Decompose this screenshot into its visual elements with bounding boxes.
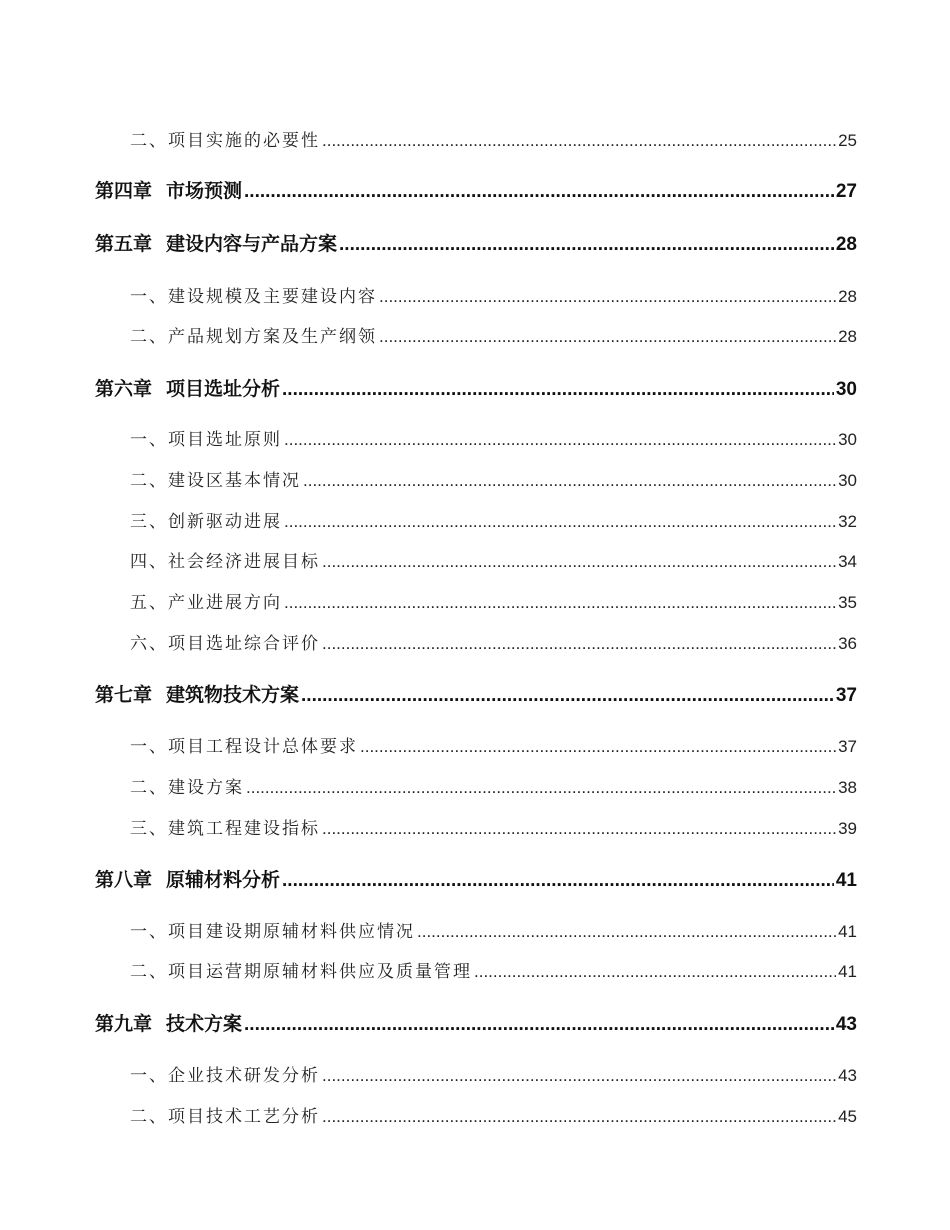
toc-entry-number: 三、 [130,819,168,839]
toc-dot-leader [244,1014,834,1036]
toc-entry-number: 二、 [130,1107,168,1127]
toc-page-number: 25 [838,131,857,150]
toc-section-entry[interactable] [130,629,857,654]
toc-entry-number: 一、 [130,1066,168,1086]
toc-entry-title: 项目选址原则 [168,430,282,450]
toc-dot-leader [246,778,836,798]
toc-page-number: 30 [835,379,857,400]
toc-section-entry[interactable] [130,507,857,532]
toc-entry-title: 建设规模及主要建设内容 [168,287,377,307]
toc-page-number: 43 [835,1014,857,1035]
toc-entry-title: 市场预测 [166,180,243,202]
toc-dot-leader [379,287,836,307]
toc-entry-title: 项目选址综合评价 [168,634,320,654]
toc-dot-leader [339,234,834,256]
toc-page-number: 43 [838,1066,857,1085]
toc-dot-leader [282,870,834,892]
toc-entry-title: 项目建设期原辅材料供应情况 [168,922,415,942]
toc-page-number: 45 [838,1107,857,1126]
toc-entry-title: 项目选址分析 [166,378,281,400]
toc-entry-number: 一、 [130,737,168,757]
toc-entry-title: 建筑物技术方案 [166,684,300,706]
toc-chapter-entry[interactable] [95,1009,857,1036]
toc-entry-number: 二、 [130,327,168,347]
toc-dot-leader [322,1066,836,1086]
toc-entry-number: 第六章 [95,378,153,400]
toc-chapter-entry[interactable] [95,865,857,892]
toc-entry-number: 第七章 [95,684,153,706]
toc-dot-leader [379,327,836,347]
toc-section-entry[interactable] [130,322,857,347]
toc-entry-title: 企业技术研发分析 [168,1066,320,1086]
toc-entry-number: 一、 [130,430,168,450]
toc-dot-leader [284,430,836,450]
toc-entry-number: 三、 [130,512,168,532]
toc-dot-leader [322,1107,836,1127]
toc-entry-number: 六、 [130,634,168,654]
toc-page-number: 28 [838,327,857,346]
toc-page-number: 37 [838,737,857,756]
toc-page-number: 41 [838,922,857,941]
toc-dot-leader [244,181,834,203]
toc-entry-title: 项目实施的必要性 [168,131,320,151]
toc-dot-leader [322,819,836,839]
toc-section-entry[interactable] [130,917,857,942]
toc-page-number: 36 [838,634,857,653]
toc-entry-number: 二、 [130,962,168,982]
toc-entry-number: 第八章 [95,869,153,891]
toc-dot-leader [322,131,836,151]
toc-entry-number: 二、 [130,778,168,798]
toc-entry-number: 二、 [130,471,168,491]
toc-page-number: 34 [838,552,857,571]
toc-entry-title: 建设方案 [168,778,244,798]
toc-section-entry[interactable] [130,1061,857,1086]
toc-page-number: 38 [838,778,857,797]
toc-entry-title: 创新驱动进展 [168,512,282,532]
toc-dot-leader [301,685,834,707]
toc-entry-number: 二、 [130,131,168,151]
toc-page-number: 41 [838,962,857,981]
toc-section-entry[interactable] [130,773,857,798]
toc-section-entry[interactable] [130,1102,857,1127]
toc-dot-leader [322,552,836,572]
toc-page-number: 27 [835,181,857,202]
toc-entry-title: 原辅材料分析 [166,869,281,891]
toc-dot-leader [303,471,836,491]
toc-section-entry[interactable] [130,547,857,572]
toc-entry-title: 项目工程设计总体要求 [168,737,358,757]
toc-entry-title: 建设区基本情况 [168,471,301,491]
toc-section-entry[interactable] [130,466,857,491]
toc-chapter-entry[interactable] [95,680,857,707]
toc-chapter-entry[interactable] [95,229,857,256]
toc-dot-leader [322,634,836,654]
toc-entry-title: 项目运营期原辅材料供应及质量管理 [168,962,472,982]
toc-page-number: 28 [838,287,857,306]
toc-section-entry[interactable] [130,957,857,982]
toc-page-number: 37 [835,685,857,706]
toc-dot-leader [284,593,836,613]
toc-page-number: 32 [838,512,857,531]
toc-entry-title: 项目技术工艺分析 [168,1107,320,1127]
toc-chapter-entry[interactable] [95,374,857,401]
toc-chapter-entry[interactable] [95,176,857,203]
toc-dot-leader [282,379,834,401]
toc-entry-title: 社会经济进展目标 [168,552,320,572]
toc-page-number: 30 [838,471,857,490]
toc-entry-number: 第九章 [95,1013,153,1035]
toc-dot-leader [284,512,836,532]
toc-page-number: 30 [838,430,857,449]
toc-entry-title: 产业进展方向 [168,593,282,613]
toc-dot-leader [474,962,836,982]
toc-section-entry[interactable] [130,425,857,450]
toc-entry-number: 一、 [130,287,168,307]
toc-entry-title: 建设内容与产品方案 [166,233,338,255]
toc-page-number: 41 [835,870,857,891]
toc-page-number: 35 [838,593,857,612]
toc-page-number: 28 [835,234,857,255]
toc-entry-number: 第四章 [95,180,153,202]
toc-entry-title: 产品规划方案及生产纲领 [168,327,377,347]
toc-entry-number: 四、 [130,552,168,572]
toc-dot-leader [417,922,836,942]
toc-entry-number: 一、 [130,922,168,942]
toc-entry-title: 建筑工程建设指标 [168,819,320,839]
toc-entry-title: 技术方案 [166,1013,243,1035]
toc-entry-number: 五、 [130,593,168,613]
toc-section-entry[interactable] [130,282,857,307]
toc-section-entry[interactable] [130,588,857,613]
toc-dot-leader [360,737,836,757]
toc-entry-number: 第五章 [95,233,153,255]
toc-section-entry[interactable] [130,126,857,151]
toc-section-entry[interactable] [130,814,857,839]
toc-section-entry[interactable] [130,732,857,757]
toc-page-number: 39 [838,819,857,838]
